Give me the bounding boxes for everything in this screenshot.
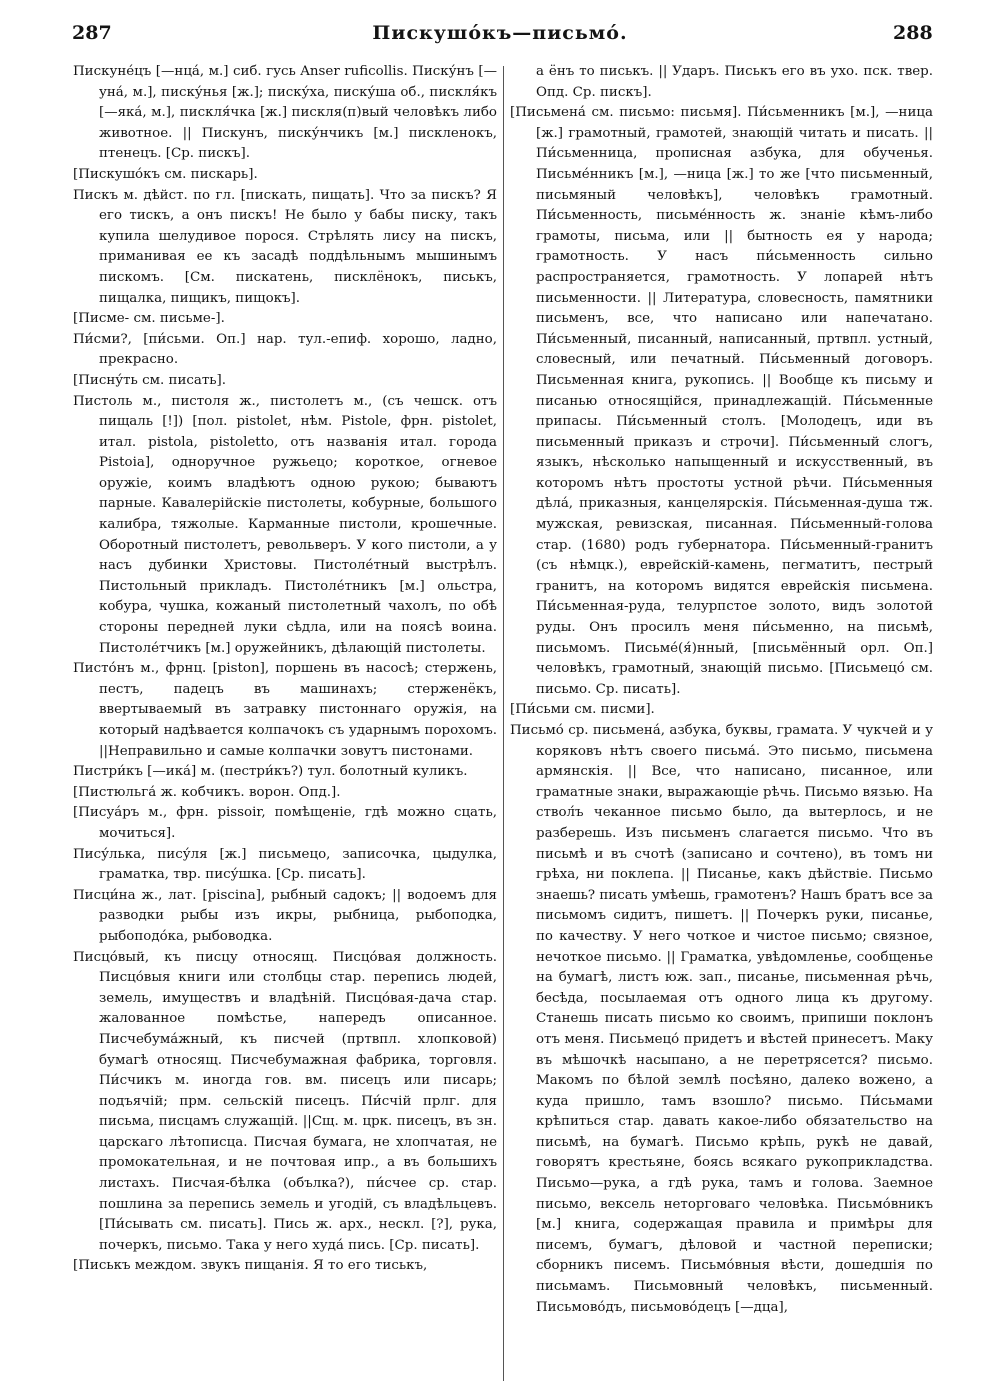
dictionary-entry: [Писуа́ръ м., фрн. pissoir, помѣщеніе, гдѣ можно сцать, мочиться]. bbox=[73, 805, 497, 841]
dictionary-entry: Пису́лька, пису́ля [ж.] письмецо, записочка, цыдулка, граматка, твр. пису́шка. [Ср. писать]. bbox=[73, 846, 497, 883]
dictionary-entry: Пистри́къ [—ика́] м. (пестри́къ?) тул. болотный куликъ. bbox=[73, 764, 468, 780]
dictionary-entry: Письмо́ ср. письмена́, азбука, буквы, грамата. У чукчей и у коряковъ нѣтъ своего письма́. Это письмо, письмена армянскія. || Все, что написано, писанное, или граматные знаки, выражающіе рѣчь. Письмо вязью. На ствол́ъ чеканное письмо было, да вытерлось, и не разберешь. Изъ письменъ слагается письмо. Что въ письмѣ и въ счотѣ (записано и сочтено), въ томъ ни грѣха, ни поклепа. || Писанье, какъ дѣйствіе. Письмо знаешь? писать умѣешь, грамотенъ? Нашъ братъ все за письмомъ сидитъ, пишетъ. || Почеркъ руки, писанье, по качеству. У него чоткое и чистое письмо; связное, нечоткое письмо. || Граматка, увѣдомленье, сообщенье на бумагѣ, листъ юж. зап., писанье, письменная рѣчь, бесѣда, посылаемая отъ одного лица къ другому. Станешь писать письмо ко своимъ, припиши поклонъ отъ меня. Письмецо́ придетъ и вѣстей принесетъ. Маку въ мѣшочкѣ насыпано, а не перетрясется? письмо. Макомъ по бѣлой землѣ посѣяно, далеко вожено, а куда пришло, тамъ взошло? письмо. Пи́сьмами крѣпиться стар. давать какое-либо обязательство на письмѣ, на бумагѣ. Письмо крѣпь, рукѣ не давай, говорятъ крестьяне, боясь всякаго рукоприкладства. Письмо—рука, а гдѣ рука, тамъ и голова. Заемное письмо, вексель неторговаго человѣка. Письмо́вникъ [м.] книга, содержащая правила и примѣры для писемъ, бумагъ, дѣловой и частной переписки; сборникъ писемъ. Письмо́вныя вѣсти, дошедшія по письмамъ. Письмовный человѣкъ, письменный. Письмово́дъ, письмово́децъ [—дца], bbox=[510, 723, 933, 1315]
column-divider bbox=[503, 66, 504, 1381]
left-column bbox=[73, 62, 497, 1277]
dictionary-entry-continuation: а ёнъ то писькъ. || Ударъ. Писькъ его въ ухо. пск. твер. Опд. Ср. пискъ]. bbox=[536, 64, 933, 100]
page-title: Пискушо́къ—письмо́. bbox=[372, 22, 628, 44]
dictionary-entry: [Писну́ть см. писать]. bbox=[73, 372, 227, 388]
dictionary-entry: Писци́на ж., лат. [piscina], рыбный садокъ; || водоемъ для разводки рыбы изъ икры, рыбница, рыбоподка, рыбоподо́ка, рыбоводка. bbox=[73, 887, 497, 944]
page-number-left: 287 bbox=[72, 22, 112, 44]
dictionary-entry: [Писме- см. письме-]. bbox=[73, 311, 225, 327]
page-header bbox=[0, 22, 1000, 52]
dictionary-entry: [Пискушо́къ см. пискарь]. bbox=[73, 166, 258, 182]
dictionary-entry: Пистоль м., пистоля ж., пистолетъ м., (съ чешск. отъ пищаль [!]) [пол. pistolet, нѣм. Pistole, фрн. pistolet, итал. pistola, pistoletto, отъ названія итал. города Pistoia], одноручное ружьецо; короткое, огневое оружіе, коимъ владѣютъ одною рукою; бываютъ парные. Кавалерійскіе пистолеты, кобурные, большого калибра, тяжолые. Карманные пистоли, крошечные. Оборотный пистолетъ, револьверъ. У кого пистоли, а у насъ дубинки Христовы. Пистоле́тный выстрѣлъ. Пистольный прикладъ. Пистоле́тникъ [м.] ольстра, кобура, чушка, кожаный пистолетный чахолъ, по обѣ стороны передней луки сѣдла, или на поясѣ воина. Пистоле́тчикъ [м.] оружейникъ, дѣлающій пистолеты. bbox=[73, 393, 497, 656]
dictionary-entry: [Письмена́ см. письмо: письмя]. Пи́сьменникъ [м.], —ница [ж.] грамотный, грамотей, знающій читать и писать. || Пи́сьменница, прописная азбука, для обученья. Письме́нникъ [м.], —ница [ж.] то же [что письменный, письмяный человѣкъ], человѣкъ грамотный. Пи́сьменность, письме́нность ж. знаніе кѣмъ-либо грамоты, письма, или || бытность ея у народа; грамотность. У насъ пи́сьменность сильно распространяется, грамотность. У лопарей нѣтъ письменности. || Литература, словесность, памятники письменъ, все, что написано или напечатано. Пи́сьменный, писанный, написанный, пртвпл. устный, словесный, или печатный. Пи́сьменный договоръ. Письменная книга, рукопись. || Вообще къ письму и писанью относящійся, принадлежащій. Пи́сьменные припасы. Пи́сьменный столъ. [Молодецъ, иди въ письменный приказъ и строчи]. Пи́сьменный слогъ, языкъ, нѣсколько напыщенный и искусственный, въ которомъ нѣтъ простоты устной рѣчи. Пи́сьменныя дѣла́, приказныя, канцелярскія. Пи́сьменная-душа тж. мужская, ревизская, писанная. Пи́сьменный-голова стар. (1680) родъ губернатора. Пи́сьменный-гранитъ (съ нѣмцк.), еврейскій-камень, пегматитъ, пестрый гранитъ, на которомъ видятся еврейскія письмена. Пи́сьменная-руда, телурпстое золото, видъ золотой руды. Онъ просилъ меня пи́сьменно, на письмѣ, письмомъ. Письме́(я́)нный, [письмённый орл. Оп.] человѣкъ, грамотный, знающій письмо. [Письмецо́ см. письмо. Ср. писать]. bbox=[510, 105, 933, 697]
dictionary-entry: Пискъ м. дѣйст. по гл. [пискать, пищать]. Что за пискъ? Я его тискъ, а онъ пискъ! Не было у бабы писку, такъ купила шелудивое порося. Стрѣлять лису на пискъ, приманивая ее къ засадѣ поддѣльнымъ мышинымъ пискомъ. [См. пискатень, писклёнокъ, писькъ, пищалка, пищикъ, пищокъ]. bbox=[73, 187, 497, 306]
page-number-right: 288 bbox=[893, 22, 933, 44]
dictionary-entry: [Писькъ междом. звукъ пищанія. Я то его тиськъ, bbox=[73, 1258, 428, 1274]
dictionary-entry: Писцо́вый, къ писцу относящ. Писцо́вая должность. Писцо́выя книги или столбцы стар. перепись людей, земель, имуществъ и владѣній. Писцо́вая-дача стар. жалованное помѣстье, напередъ описанное. Писчебума́жный, къ писчей (пртвпл. хлопковой) бумагѣ относящ. Писчебумажная фабрика, торговля. Пи́счикъ м. иногда гов. вм. писецъ или писарь; подъячій; прм. сельскій писецъ. Пи́счій прлг. для письма, писцамъ служащій. ||Сщ. м. црк. писецъ, въ зн. царскаго лѣтописца. Писчая бумага, не хлопчатая, не промокательная, и не почтовая ипр., а въ большихъ листахъ. Писчая-бѣлка (обълка?), пи́счее ср. стар. пошлина за перепись земель и угодій, съ владѣльцевъ. [Пи́сывать см. писать]. Пись ж. арх., нескл. [?], рука, почеркъ, письмо. Така у него худа́ пись. [Ср. писать]. bbox=[73, 949, 497, 1253]
dictionary-entry: Пискуне́цъ [—нца́, м.] сиб. гусь Anser ruficollis. Писку́нъ [—уна́, м.], писку́нья [ж.]; писку́ха, писку́ша об., пискля́къ [—яка́, м.], пискля́чка [ж.] пискля(п)вый человѣкъ либо животное. || Пискунъ, писку́нчикъ [м.] пискленокъ, птенецъ. [Ср. пискъ]. bbox=[73, 64, 497, 162]
dictionary-entry: [Пистюльга́ ж. кобчикъ. ворон. Опд.]. bbox=[73, 784, 341, 800]
dictionary-entry: Пи́сми?, [пи́сьми. Оп.] нар. тул.-епиф. хорошо, ладно, прекрасно. bbox=[73, 331, 497, 368]
right-column bbox=[510, 62, 933, 1318]
dictionary-entry: Писто́нъ м., фрнц. [piston], поршень въ насосѣ; стержень, пестъ, падецъ въ машинахъ; стерженёкъ, ввертываемый въ затравку пистоннаго оружія, на который надѣвается колпачокъ съ ударнымъ порохомъ. ||Неправильно и самые колпачки зовутъ пистонами. bbox=[73, 661, 497, 759]
dictionary-entry: [Пи́сьми см. писми]. bbox=[510, 702, 655, 718]
